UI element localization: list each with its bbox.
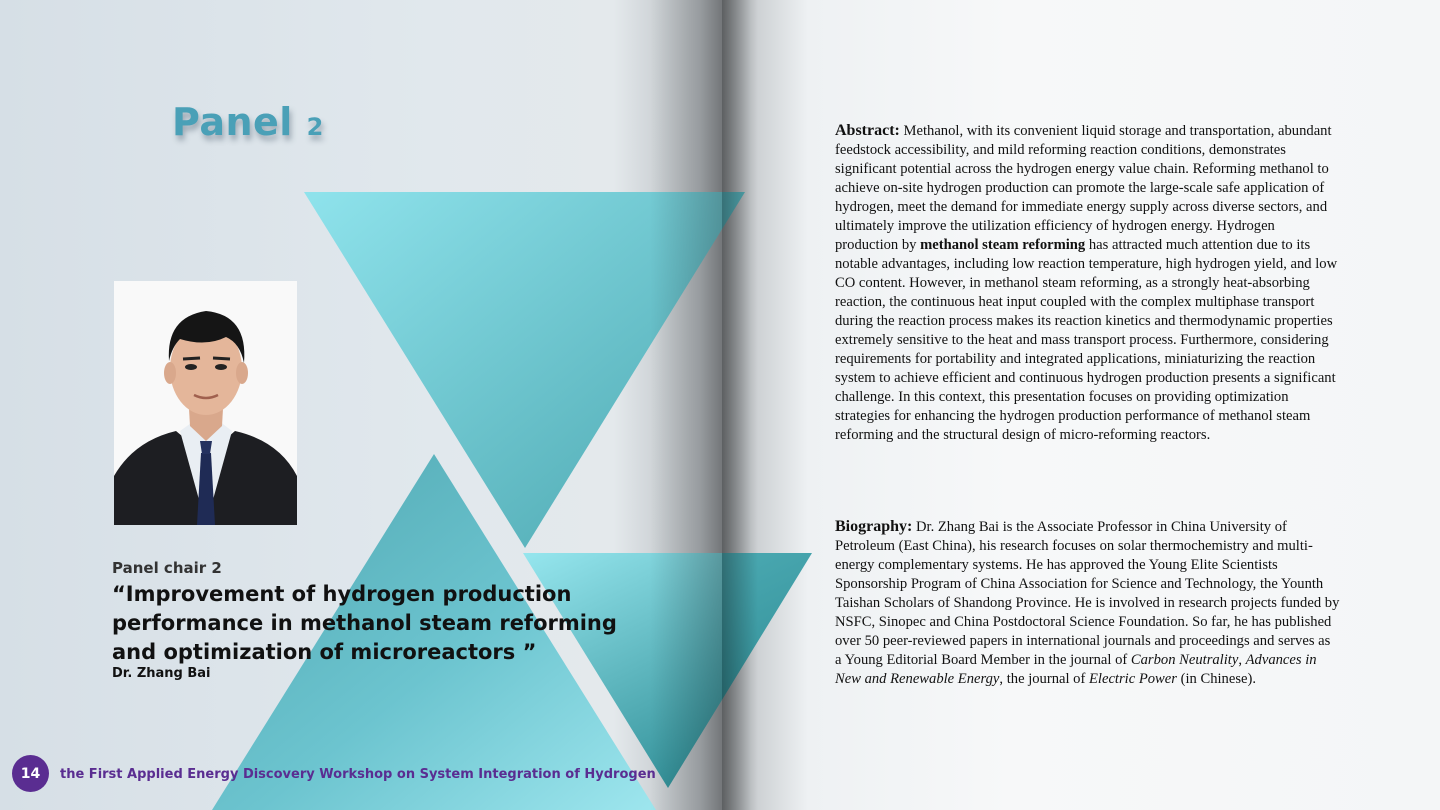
abstract-text-part2: has attracted much attention due to its notable advantages, including low reaction temperature, high hydrogen yield, and low CO content. However, in methanol steam reforming, as a strongly heat-absorbing reaction, the continuous heat input coupled with the complex multiphase transport during the reaction process makes its reaction kinetics and thermodynamic properties extremely sensitive to the heat and mass transport process. Furthermore, considering requirements for portability and integrated applications, miniaturizing the reaction system to achieve efficient and continuous hydrogen production presents a significant challenge. In this context, this presentation focuses on providing optimization strategies for enhancing the hydrogen production performance of methanol steam reforming and the structural design of micro-reforming reactors. — [835, 237, 1338, 443]
journal-electric-power: Electric Power — [1089, 671, 1177, 687]
panel-chair-label: Panel chair 2 — [112, 559, 222, 577]
journal-advances-energy: Advances in New and Renewable Energy — [835, 652, 1317, 687]
speaker-name: Dr. Zhang Bai — [112, 666, 211, 681]
abstract-label: Abstract: — [835, 122, 900, 139]
speaker-photo — [114, 281, 297, 525]
abstract-emphasis: methanol steam reforming — [920, 237, 1086, 253]
biography-text-part1: Dr. Zhang Bai is the Associate Professor in China University of Petroleum (East China), his research focuses on solar thermochemistry and multi-energy complementary systems. He has approved the Young Elite Scientists Sponsorship Program of China Association for Science and Technology, the Younth Taishan Scholars of Shandong Province. He is involved in research projects funded by NSFC, Sinopec and China Postdoctoral Science Foundation. So far, he has published over 50 peer-reviewed papers in international journals and proceedings and serves as a Young Editorial Board Member in the journal of — [835, 519, 1340, 668]
talk-title: “Improvement of hydrogen production performance in methanol steam reforming and optimization of microreactors ” — [112, 582, 617, 664]
biography-label: Biography: — [835, 518, 913, 535]
workshop-footer: the First Applied Energy Discovery Workshop on System Integration of Hydrogen — [60, 767, 656, 782]
abstract-text-part1: Methanol, with its convenient liquid storage and transportation, abundant feedstock accessibility, and mild reforming reaction conditions, demonstrates significant potential across the hydrogen energy value chain. Reforming methanol to achieve on-site hydrogen production can promote the large-scale safe application of hydrogen, meet the demand for immediate energy supply across diverse sectors, and ultimately improve the utilization efficiency of hydrogen energy. Hydrogen production by — [835, 123, 1332, 253]
page-number-badge: 14 — [12, 755, 49, 792]
decorative-triangles-overflow — [722, 0, 842, 810]
journal-carbon-neutrality: Carbon Neutrality — [1130, 652, 1239, 668]
panel-heading — [172, 100, 324, 144]
biography-section — [835, 517, 1340, 689]
abstract-section — [835, 121, 1340, 445]
biography-sep-1: , — [1238, 652, 1246, 668]
biography-text-part2: (in Chinese). — [1176, 671, 1256, 687]
panel-word: Panel — [172, 100, 293, 144]
panel-number: 2 — [306, 113, 324, 141]
biography-sep-2: , the journal of — [999, 671, 1089, 687]
